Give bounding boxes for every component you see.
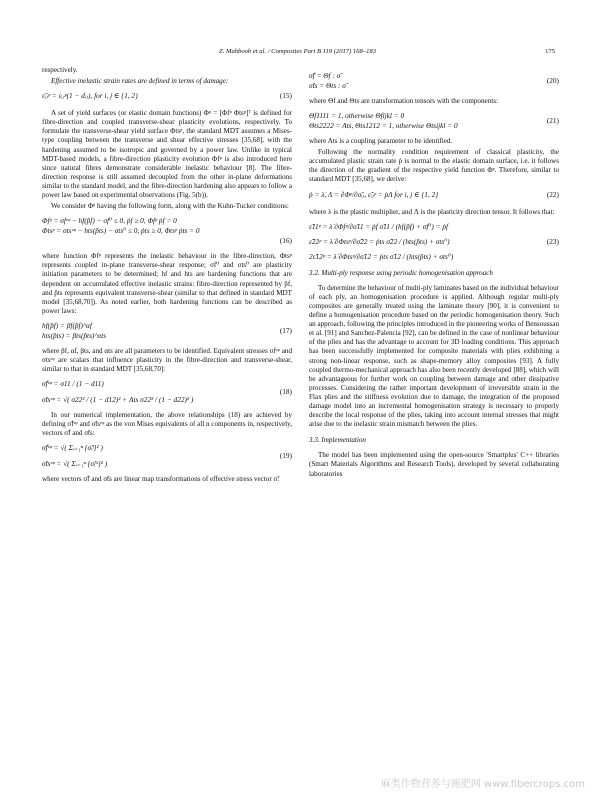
equation-number: (18) xyxy=(279,387,292,397)
equation-17 xyxy=(42,321,292,341)
paragraph: where βf, αf, βts, and αts are all parameters to be identified. Equivalent stresses σfᵉᵠ and σtsᵉᵠ are scalars that influence plasticity in the fibre-direction and transverse-shear, similar to that in standard MDT [35,68,70]: xyxy=(42,346,292,374)
equation-21 xyxy=(309,111,559,131)
right-column xyxy=(309,66,559,481)
paragraph: where Ats is a coupling parameter to be identified. xyxy=(309,137,453,146)
equation-16 xyxy=(42,216,292,246)
equation-line: hts(p̃ts) = βts(p̃ts)^αts xyxy=(42,330,107,340)
equation-18 xyxy=(42,379,292,405)
equation-number: (20) xyxy=(546,76,559,85)
section-heading: 3.3. Implementation xyxy=(309,436,366,445)
equation-line: Θts2222 = Ats, Θts1212 = 1, otherwise Θtsijkl = 0 xyxy=(309,121,458,131)
equation-line: ε̃ᵢⱼᵖ = εᵢⱼᵖ(1 − dᵢⱼ), for i, j ∈ {1, 2} xyxy=(42,91,138,101)
equation-line: σ̃ts = Θts : σ̃ xyxy=(309,81,346,90)
equation-number: (22) xyxy=(546,189,559,199)
equation-line: Θf1111 = 1, otherwise Θfijkl = 0 xyxy=(309,111,405,121)
equation-line: hf(p̃f) = βf(p̃f)^αf xyxy=(42,320,92,330)
equation-number: (23) xyxy=(546,236,559,246)
page-number: 175 xyxy=(545,48,555,55)
left-column xyxy=(42,66,292,487)
paragraph: respectively. xyxy=(42,66,78,74)
paragraph: where function Φfᵖ represents the inelastic behaviour in the fibre-direction, Φtsᵖ represents coupled in-plane transverse-shear response; σf⁰ and σts⁰ are plasticity initiation parameters to be determined; hf and hts are hardening functions that are dependent on accumulated effective inelastic strains: fibre-direction represented by p̃f, and p̃ts represents equivalent transverse-shear (similar to that defined in standard MDT model [35,68,70]). As noted earlier, both hardening functions can be described as power laws: xyxy=(42,252,292,315)
running-header xyxy=(40,48,555,60)
equation-line: σ̃tsᵉᵠ = √( σ22² / (1 − d12)² + Ats σ22² / (1 − d22)² ) xyxy=(42,395,194,405)
paragraph: where λ is the plastic multiplier, and Λ is the plasticity direction tensor. It follows that: xyxy=(309,207,555,216)
equation-20 xyxy=(309,71,559,91)
watermark: 麻类作物营养与施肥网 www.fibercrops.com xyxy=(380,779,585,790)
equation-line: 2ε̃̇12ᵖ = λ̇ ∂Φtsᵖ/∂σ̃12 = ṗts σ̃12 / (hts(p̃ts) + σts⁰) xyxy=(309,251,454,261)
paragraph: A set of yield surfaces (or elastic domain functions) Φᵖ = [Φfᵖ Φtsᵖ]ᵀ is defined for fibre-direction and coupled transverse-shear plasticity evolutions, respectively. To formulate the transverse-shear yield surface Φtsᵖ, the standard MDT assumes a Mises-type coupling between the transverse and shear effective stresses [35,68], with the hardening assumed to be isotropic and governed by a power law. Unlike in typical MDT-based models, a fibre-direction plasticity evolution Φfᵖ is also introduced here since natural fibres demonstrate considerable inelastic behaviour [8]. The fibre-direction response is still assumed decoupled from the other in-plane deformations similar to the standard model, and the fibre-direction hardening also appears to follow a power law based on experimental observations (Fig. 5(b)). xyxy=(42,109,292,200)
paragraph: The model has been implemented using the open-source 'Smartplus' C++ libraries (Smart Materials Algorithms and Research Tools), developed by several collaborating laboratories xyxy=(309,451,559,478)
paragraph: where Θf and Θts are transformation tensors with the components: xyxy=(309,97,498,105)
equation-line: Φfᵖ = σfᵉᵠ − hf(p̃f) − σf⁰ ≤ 0, ṗf ≥ 0, Φfᵖ ṗf = 0 xyxy=(42,216,177,226)
paragraph: Following the normality condition requirement of classical plasticity, the accumulated plastic strain rate ṗ is normal to the elastic domain surface, i.e. it follows the direction of the gradient of the respective yield function Φᵖ. Therefore, similar to standard MDT [35,68], we derive: xyxy=(309,148,559,184)
equation-line: Φtsᵖ = σtsᵉᵠ − hts(p̃ts) − σts⁰ ≤ 0, ṗts ≥ 0, Φtsᵖ ṗts = 0 xyxy=(42,226,200,236)
equation-line: σ̃fᵉᵠ = √( Σᵢ₌₁ⁿ {σ̃ᵢᶠ}² ) xyxy=(42,443,103,453)
equation-line: ṗ = λ̇, Λ = ∂Φᵖ/∂σ̃ᵢⱼ, ε̃̇ᵢⱼᵖ = ṗΛ for i, j ∈ {1, 2} xyxy=(309,189,439,199)
paragraph: To determine the behaviour of multi-ply laminates based on the individual behaviour of each ply, an homogenisation procedure is applied. Although regular multi-ply composites are generally treated using the laminate theory [90], it is convenient to define a homogenisation procedure based on the periodic homogenisation theory. Such an approach, following the principles introduced in the pioneering works of Bensoussan et al. [91] and Sanchez-Palencia [92], can be defined in the case of nonlinear behaviour of the plies and has the advantage to account for 3D loading conditions. This approach has been successfully implemented for composite materials with plies exhibiting a strong non-linear response, such as shape-memory alloy composites [93]. A fully coupled thermo-mechanical approach has also been recently developed [88], which will be advantageous for further work on coupling between damage and other dissipative processes. Considering the rather important development of irreversible strain in the Flax plies and the stiffness evolution due to damage, the integration of the proposed damage model into an incremental homogenisation strategy is necessary to properly describe the local response of the plies, taking into account internal stresses that might arise due to the inelastic strain mismatch between the plies. xyxy=(309,283,559,429)
equation-line: ε̃̇22ᵖ = λ̇ ∂Φtsᵖ/∂σ̃22 = ṗts σ̃22 / (hts(p̃ts) + σts⁰) xyxy=(309,236,450,246)
journal-citation: Z. Mahboob et al. / Composites Part B 119 (2017) 168–183 xyxy=(218,48,377,55)
equation-line: ε̃̇11ᵖ = λ̇ ∂Φfᵖ/∂σ̃11 = ṗf σ̃11 / (hf(p̃f) + σf⁰) = ṗf xyxy=(309,221,449,231)
paragraph: We consider Φᵖ having the following form, along with the Kuhn-Tucker conditions: xyxy=(51,202,289,211)
equation-line: σ̃fᵉᵠ = σ11 / (1 − d11) xyxy=(42,379,104,389)
section-heading: 3.2. Multi-ply response using periodic homogenisation approach xyxy=(309,268,493,277)
equation-number: (21) xyxy=(546,116,559,126)
paragraph: Effective inelastic strain rates are defined in terms of damage: xyxy=(51,77,229,86)
equation-15 xyxy=(42,91,292,103)
paragraph: where vectors σ̃f and σ̃ts are linear map transformations of effective stress vector σ̃: xyxy=(42,475,280,484)
equation-line: σ̃tsᵉᵠ = √( Σᵢ₌₁ⁿ {σ̃ᵢᵗˢ}² ) xyxy=(42,459,108,469)
equation-number: (16) xyxy=(279,236,292,246)
equation-22 xyxy=(309,190,559,202)
equation-number: (15) xyxy=(279,91,292,101)
paragraph: In our numerical implementation, the above relationships (18) are achieved by defining σ̃fᵉᵠ and σ̃tsᵉᵠ as the von Mises equivalents of all n components in, respectively, vectors σ̃f and σ̃ts: xyxy=(42,411,293,438)
equation-number: (19) xyxy=(279,451,292,461)
equation-line: σ̃f = Θf : σ̃ xyxy=(309,71,341,80)
equation-number: (17) xyxy=(279,325,292,335)
equation-23 xyxy=(309,222,559,262)
equation-19 xyxy=(42,443,292,469)
